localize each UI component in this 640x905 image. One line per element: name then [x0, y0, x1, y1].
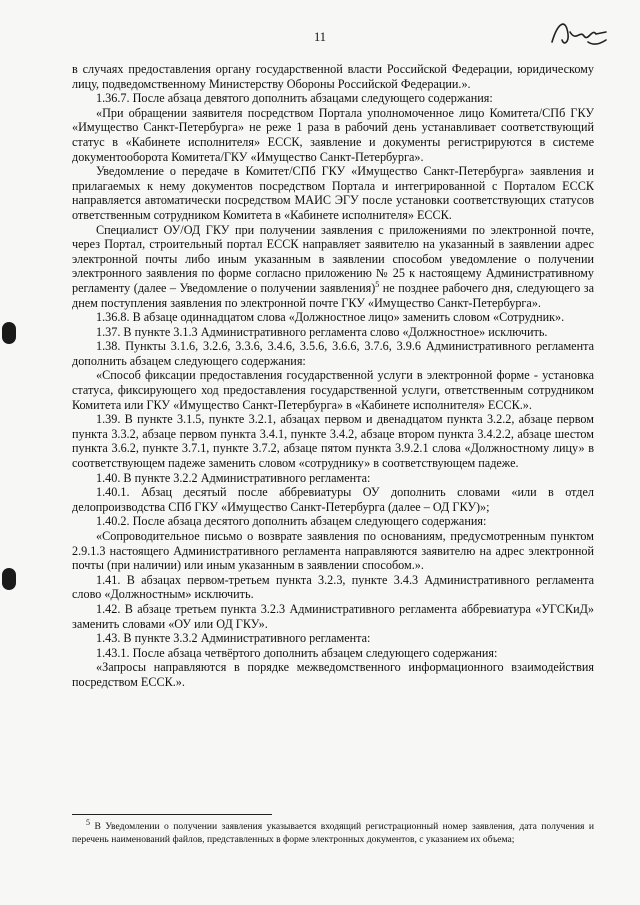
- paragraph: 1.36.7. После абзаца девятого дополнить абзацами следующего содержания:: [96, 91, 493, 106]
- paragraph: Уведомление о передаче в Комитет/СПб ГКУ «Имущество Санкт-Петербурга» заявления и прилагаемых к нему документов посредством Портала и интегрированной с Порталом ЕССК направляется автоматически посредством МАИС ЭГУ после установки соответствующих статусов ответственным сотрудником Комитета в «Кабинете исполнителя» ЕССК.: [72, 164, 594, 222]
- paragraph-text: не позднее рабочего дня, следующего за днем поступления заявления по электронной почте ГКУ «Имущество Санкт-Петербурга».: [72, 280, 594, 310]
- paragraph: 1.40. В пункте 3.2.2 Административного регламента:: [96, 470, 371, 485]
- paragraph: 1.43.1. После абзаца четвёртого дополнить абзацем следующего содержания:: [96, 645, 498, 660]
- paragraph: 1.36.8. В абзаце одиннадцатом слова «Должностное лицо» заменить словом «Сотрудник».: [96, 310, 565, 325]
- paragraph: 1.43. В пункте 3.3.2 Административного регламента:: [96, 631, 371, 646]
- paragraph: [72, 223, 594, 311]
- paragraph: 1.41. В абзацах первом-третьем пункта 3.2.3, пункте 3.4.3 Административного регламента слово «Должностным» исключить.: [72, 572, 594, 602]
- paragraph: «Способ фиксации предоставления государственной услуги в электронной форме - установка статуса, фиксирующего ход предоставления государственной услуги, ответственным сотрудником Комитета или ГКУ «Имущество Санкт-Петербурга» в «Кабинете исполнителя» ЕССК.».: [72, 368, 594, 412]
- footnote-number: 5: [86, 817, 90, 827]
- punch-hole: [2, 322, 16, 344]
- paragraph: 1.39. В пункте 3.1.5, пункте 3.2.1, абзацах первом и двенадцатом пункта 3.2.2, абзаце первом пункта 3.3.2, абзаце первом пункта 3.4.1, пункте 3.4.2, абзаце втором пункта 3.4.2.2, абзаце шестом пункта 3.6.2, пункте 3.7.1, пункте 3.7.2, абзаце пятом пункта 3.9.2.1 слова «Должностному лицу» в соответствующем падеже заменить словом «сотруднику» в соответствующем падеже.: [72, 412, 594, 471]
- paragraph-text: Специалист ОУ/ОД ГКУ при получении заявления с приложениями по электронной почте, через Портал, строительный портал ЕССК направляет заявителю на указанный в заявлении адрес электронной почты либо иным указанным в заявлении способом уведомление о получении электронного заявления по форме согласно приложению № 25 к настоящему Административному регламенту (далее – Уведомление о получении заявления): [72, 222, 594, 295]
- punch-hole: [2, 568, 16, 590]
- paragraph: 1.40.2. После абзаца десятого дополнить абзацем следующего содержания:: [96, 514, 487, 529]
- page-number: 11: [313, 30, 327, 44]
- signature-mark: [548, 12, 610, 56]
- footnote-divider: [72, 814, 272, 815]
- paragraph: 1.42. В абзаце третьем пункта 3.2.3 Административного регламента аббревиатура «УГСКиД» заменить словами «ОУ или ОД ГКУ».: [72, 601, 594, 631]
- footnote-text: В Уведомлении о получении заявления указывается входящий регистрационный номер заявления, дата получения и перечень наименований файлов, представленных в форме электронных документов, с указанием их объема;: [72, 821, 594, 845]
- paragraph: «Сопроводительное письмо о возврате заявления по основаниям, предусмотренным пунктом 2.9.1.3 настоящего Административного регламента направляются заявителю на адрес электронной почты (при наличии) или иным указанным в заявлении способом.».: [72, 529, 594, 573]
- footnote-reference: 5: [375, 279, 380, 289]
- paragraph: 1.37. В пункте 3.1.3 Административного регламента слово «Должностное» исключить.: [96, 324, 548, 339]
- paragraph: «Запросы направляются в порядке межведомственного информационного взаимодействия посредством ЕССК.».: [72, 660, 594, 689]
- paragraph: 1.40.1. Абзац десятый после аббревиатуры ОУ дополнить словами «или в отдел делопроизводства СПб ГКУ «Имущество Санкт-Петербурга (далее – ОД ГКУ)»;: [72, 485, 594, 514]
- document-body: [72, 62, 594, 690]
- paragraph: «При обращении заявителя посредством Портала уполномоченное лицо Комитета/СПб ГКУ «Имущество Санкт-Петербурга» не реже 1 раза в рабочий день устанавливает соответствующий статус в «Кабинете исполнителя» ЕССК, заявление и документы регистрируются в системе документооборота Комитета/ГКУ «Имущество Санкт-Петербурга».: [72, 105, 594, 164]
- paragraph: в случаях предоставления органу государственной власти Российской Федерации, юридическому лицу, подведомственному Министерству Обороны Российской Федерации.».: [72, 62, 594, 91]
- footnote: [72, 817, 594, 846]
- paragraph: 1.38. Пункты 3.1.6, 3.2.6, 3.3.6, 3.4.6, 3.5.6, 3.6.6, 3.7.6, 3.9.6 Административного регламента дополнить абзацем следующего содержания:: [72, 339, 594, 368]
